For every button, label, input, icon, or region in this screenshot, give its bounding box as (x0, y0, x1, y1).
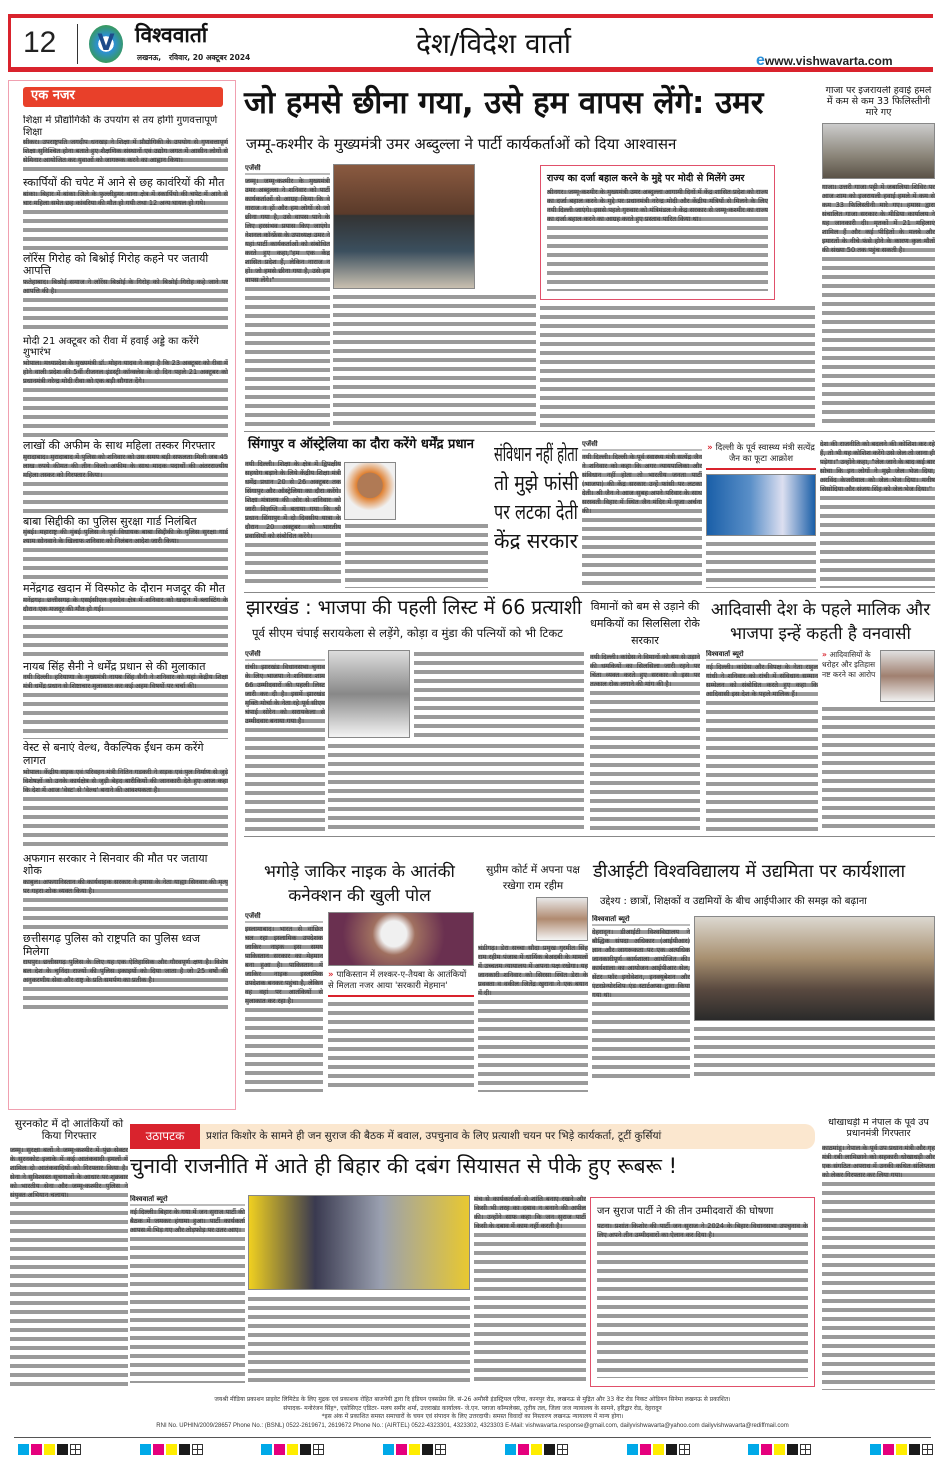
gaza-text: गाजा। उत्तरी गाजा पट्टी में जबालिया शिविर पर आज शाम को इजरायली हवाई हमले में कम से कम 33 फिलिस्तीनी मारे गए। हमास द्वारा संचालित गाजा सरकार के मीडिया कार्यालय ने यह जानकारी दी। मृतकों में 21 महिलाएं शामिल हैं और कई पीड़ितों के मलबे और इमारतों के नीचे फंसे होने के कारण कुल मौतों की संख्या 50 तक पहुंच सकती है। (822, 183, 935, 426)
byline: विश्ववार्ता ब्यूरो (592, 915, 690, 926)
headline-line: पर लटका देती (494, 500, 578, 524)
uthapatak-headline: चुनावी राजनीति में आते ही बिहार की दबंग सियासत से पीके हुए रूबरू ! (130, 1154, 678, 1178)
satyendra-text2: देश की राजनीति को बदलने की कोशिश कर रहे हैं, तो भी यह कोशिश करेंगे उसे जेल तो जाना ही पड़ेगा।" उन्होंने कहा, "जेल जाने के बाद कई बार सोचा कि इन लोगों ने मुझे जेल भेज दिया, अरविंद केजरीवाल को जेल भेज दिया। मनीष सिसोदिया और संजय सिंह को जेल भेज दिया।" (820, 440, 935, 588)
box-text: श्रीनगर। जम्मू-कश्मीर के मुख्यमंत्री उमर अब्दुल्ला आगामी दिनों में केंद्र शासित प्रदेश को राज्य का दर्जा बहाल करने के मुद्दे पर प्रधानमंत्री नरेन्द्र मोदी और केंद्रीय मंत्रियों से मिलने के लिए नयी दिल्ली जाएंगे। इससे पहले गुरुवार को मंत्रिमंडल ने केंद्र सरकार से जम्मू-कश्मीर का राज्य का दर्जा बहाल करने का आग्रह करते हुए प्रस्ताव पारित किया था। (547, 188, 768, 291)
box-text: पटना। प्रशांत किशोर की पार्टी जन सुराज ने 2024 के बिहार विधानसभा उपचुनाव के लिए अपने तीन उम्मीदवारों का ऐलान कर दिया है। (597, 1222, 808, 1379)
dit-subhead: उद्देश्य : छात्रों, शिक्षकों व उद्यमियों के बीच आईपीआर की समझ को बढ़ाना (600, 896, 867, 907)
brief-headline: नायब सिंह सैनी ने धर्मेंद्र प्रधान से की मुलाकात (23, 659, 206, 673)
byline: एजेंसी (245, 912, 323, 923)
champai-photo (328, 650, 410, 738)
jharkhand-text: रांची। झारखंड विधानसभा चुनाव के लिए भाजपा ने शनिवार शाम 66 उम्मीदवारों की पहली लिस्ट जारी कर दी है। इसमें झारखंड मुक्ति मोर्चा के नेता रहे पूर्व सीएम चंपाई सोरेन को सरायकेला से उम्मीदवार बनाया गया है। (245, 663, 325, 832)
zakir-headline: भगोड़े जाकिर नाइक के आतंकी कनेक्शन की खुली पोल (264, 862, 455, 906)
dharmendra-text: नयी दिल्ली। शिक्षा के क्षेत्र में द्विपक्षीय सहयोग बढ़ाने के लिये केंद्रीय शिक्षा मंत्री धर्मेंद्र प्रधान 20 से 26 अक्टूबर तक सिंगापुर और ऑस्ट्रेलिया का दौरा करेंगे। शिक्षा मंत्रालय की ओर से शनिवार को जारी विज्ञप्ति में बताया गया कि श्री प्रधान सिंगापुर में दो दिवसीय यात्रा के दौरान 20 अक्टूबर को भारतीय प्रवासियों को संबोधित करेंगे। (245, 460, 341, 588)
quote-icon: » (707, 443, 716, 453)
satyendra-text-cont (706, 540, 816, 588)
jansuraj-box (590, 1197, 815, 1387)
adivasi-headline: आदिवासी देश के पहले मालिक और भाजपा इन्हें कहती है वनवासी (710, 600, 931, 644)
omar-photo (333, 164, 475, 289)
page-number: 12 (23, 26, 57, 59)
jharkhand-text-cont (328, 742, 584, 830)
lead-text: जम्मू। जम्मू-कश्मीर के मुख्यमंत्री उमर अब्दुल्ला ने शनिवार को पार्टी कार्यकर्ताओं से आग्रह किया कि वे नाराज न हों और हम लोगों से जो छीना गया है, उसे वापस पाने के लिए हरसंभव प्रयास किए जाएंगे। नेशनल कॉन्फ्रेंस के उपाध्यक्ष उमर ने यहां पार्टी कार्यकर्ताओं को संबोधित करते हुए कहा,"हम एक केंद्र शासित प्रदेश हैं, लेकिन नाराज न हों। जो हमसे छीना गया है, उसे हम वापस लेंगे।" (245, 177, 330, 428)
ramrahim-headline: सुप्रीम कोर्ट में अपना पक्ष रखेगा राम रहीम (486, 864, 580, 892)
section-title: देश/विदेश वार्ता (416, 27, 572, 60)
ramrahim-text: चंडीगढ़। डेरा सच्चा सौदा प्रमुख गुरमीत सिंह राम रहीम पंजाब में धार्मिक बेअदबी के मामलों में उच्चतम न्यायालय में अपना पक्ष रखेगा। यह जानकारी शनिवार को सिरसा स्थित डेरा के प्रवक्ता व वकील जितेंद्र खुराना ने एक बयान में दी। (478, 944, 588, 1092)
brief-headline: लाखों की अफीम के साथ महिला तस्कर गिरफ्तार (23, 438, 216, 452)
brief-text: मुरादाबाद। मुरादाबाद में पुलिस को शनिवार को उस समय बड़ी सफलता मिली जब 45 लाख रुपये कीमत की तीन किलो अफीम के साथ मादक पदार्थों की अंतरराज्यीय महिला तस्कर को गिरफ्तार किया। (23, 453, 228, 513)
lead-headline: जो हमसे छीना गया, उसे हम वापस लेंगे: उमर (244, 85, 764, 121)
dateline: लखनऊ, रविवार, 20 अक्टूबर 2024 (137, 53, 251, 62)
color-registration-marks (18, 1444, 933, 1458)
brief-text: नयी दिल्ली। हरियाणा के मुख्यमंत्री नायब सिंह सैनी ने शनिवार को यहां केंद्रीय शिक्षा मंत्री धर्मेंद्र प्रधान से शिष्टाचार मुलाकात कर कई अहम विषयों पर चर्चा की। (23, 673, 228, 739)
gaza-story (822, 86, 935, 426)
imprint-line: जयश्री मीडिया प्रकाशन प्राइवेट लिमिटेड के लिए मुद्रक एवं प्रकाशक रोहित बाजपेयी द्वारा दि इंडियन एक्सप्रेस लि. सं-26 अमौसी इंडस्ट्रियल एरिया, कानपुर रोड, लखनऊ से मुद्रित और 33 केंट रोड निकट ओडियन सिनेमा लखनऊ से प्रकाशित। (214, 1396, 731, 1403)
adivasi-pull: » आदिवासियों के धरोहर और इतिहास नष्ट करने का आरोप (822, 650, 876, 679)
brief-text: बांका। बिहार में बांका जिले के फुल्लीडुमर थाना क्षेत्र में स्कार्पियो की चपेट में आने से चार महिला समेत छह कांवरिया की मौत हो गयी तथा 12 अन्य घायल हो गये। (23, 190, 228, 250)
byline: एजेंसी (245, 650, 325, 661)
dit-workshop-photo (694, 916, 935, 1021)
surankot-text: जम्मू। सुरक्षा बलों ने जम्मू-कश्मीर में पुंछ सेक्टर के सुरनकोट इलाके में कई आतंकवादी हमलों में शामिल दो आतंकवादियों को गिरफ्तार किया है। सेना ने सुविश्वस्त सूचनाओं के आधार पर शुक्रवार को भारतीय सेना और जम्मू-कश्मीर पुलिस ने संयुक्त अभियान चलाया। (10, 1146, 128, 1390)
brief-headline: बाबा सिद्दीकी का पुलिस सुरक्षा गार्ड निलंबित (23, 514, 197, 528)
brief-text: मनेंद्रगढ़। छत्तीसगढ़ के एसईसीएल हसदेव क्षेत्र में शनिवार को खदान में ब्लास्टिंग के दौरान एक मजदूर की मौत हो गई। (23, 596, 228, 658)
headline-line: तो मुझे फांसी (494, 471, 579, 495)
registration-mark (627, 1444, 690, 1458)
satyendra-photo (706, 474, 816, 536)
browser-icon: e (756, 52, 765, 69)
byline: एजेंसी (245, 164, 330, 175)
brief-text: सीकर। उपराष्ट्रपति जगदीप धनखड़ ने शिक्षा में प्रौद्योगिकी के उपयोग से गुणवत्तापूर्ण शिक्षा सुनिश्चित होना बताते हुए शैक्षणिक संस्थानों एवं उद्योग जगत में आसीन लोगों से सेमिनार आयोजित कर युवाओं को जागरूक करने का आह्वान किया। (23, 138, 228, 174)
registration-mark (505, 1444, 568, 1458)
brief-headline: मनेंद्रगढ खदान में विस्फोट के दौरान मजदूर की मौत (23, 582, 226, 596)
registration-mark (748, 1444, 811, 1458)
quote-icon: » (328, 970, 337, 980)
zakir-pull: » पाकिस्तान में लश्कर-ए-तैयबा के आतंकियों से मिलता नजर आया 'सरकारी मेहमान' (328, 966, 474, 997)
vimano-text: नयी दिल्ली। कांग्रेस ने विमानों को बम से उड़ाने की धमकियों का सिलसिला जारी रहने पर चिंता व्यक्त करते हुए सरकार से इस पर तत्काल रोक लगाने की मांग की है। (590, 653, 700, 832)
headline-line: केंद्र सरकार (494, 529, 578, 553)
uthapatak-text: नई दिल्ली। बिहार के गया में जन सुराज पार्टी की बैठक में जमकर हंगामा हुआ। पार्टी कार्यकर्ता आपस में भिड़ गए और तोड़फोड़ पर उतर आए। (130, 1208, 245, 1383)
gaza-photo (822, 123, 935, 179)
uthapatak-label: उठापटक (130, 1124, 200, 1149)
vimano-headline: विमानों को बम से उड़ाने की धमकियों का सिलसिला रोके सरकार (590, 600, 700, 647)
ek-nazar-label: एक नजर (23, 87, 223, 107)
zakir-text: इस्लामाबाद। भारत से वांछित चल रहा इस्लामिक उपदेशक जाकिर नाइक इस समय पाकिस्तान सरकार का मेहमान बना हुआ है। पाकिस्तान में जाकिर नाइक इस्लामिक उपदेशक बनकर पहुंचा है, लेकिन वह वहां पर आतंकियों से मुलाकात कर रहा है। (245, 925, 323, 1092)
uthapatak-band (130, 1124, 815, 1149)
logo-icon: V (89, 25, 123, 63)
brief-text: भोपाल। केंद्रीय सड़क एवं परिवहन मंत्री नितिन गडकरी ने सड़क एवं पुल निर्माण से जुड़े विशेषज्ञों को उनके कार्यक्षेत्र से जुड़ी बेहद बारीकियों की जानकारी देते हुए आज कहा कि देश में आज 'वेस्ट' से 'वेल्थ' बनाने की आवश्यकता है। (23, 768, 228, 850)
brief-text: रायपुर। छत्तीसगढ़ पुलिस के लिए यह एक ऐतिहासिक और गौरवपूर्ण क्षण है। विशेष बल देश के चुनिंदा राज्यों की पुलिस इकाइयों को दिया जाता है जो 25 वर्षों की अनुकरणीय सेवा और राष्ट्र के प्रति समर्पण का प्रतीक है। (23, 958, 228, 1010)
satyendra-pull: » दिल्ली के पूर्व स्वास्थ्य मंत्री सत्येंद्र जैन का फूटा आक्रोश (706, 442, 816, 470)
lead-text-cont2 (540, 304, 815, 428)
rahul-photo (880, 650, 935, 702)
brief-headline: मोदी 21 अक्टूबर को रीवा में हवाई अड्डे का करेंगे शुभारंभ (23, 335, 199, 359)
uthapatak-kicker: प्रशांत किशोर के सामने ही जन सुराज की बैठक में बवाल, उपचुनाव के लिए प्रत्याशी चयन पर भिड़े कार्यकर्ता, टूटीं कुर्सियां (206, 1130, 662, 1142)
brief-headline: वेस्ट से बनाएं वेल्थ, वैकल्पिक ईंधन कम करेंगे लागत (23, 741, 204, 768)
brief-headline: शिक्षा में प्रौद्योगिकी के उपयोग से तय होगी गुणवत्तापूर्ण शिक्षा (23, 115, 218, 138)
lead-text-cont (333, 293, 536, 428)
surankot-headline: सुरनकोट में दो आतंकियों को किया गिरफ्तार (14, 1118, 124, 1143)
jharkhand-headline: झारखंड : भाजपा की पहली लिस्ट में 66 प्रत्याशी (246, 595, 582, 619)
byline: विश्ववार्ता ब्यूरो (130, 1195, 245, 1206)
paper-name: विश्ववार्ता (135, 23, 208, 47)
zakir-photo (328, 912, 474, 966)
nepal-headline: धोखाधड़ी में नेपाल के पूर्व उप प्रधानमंत्री गिरफ्तार (828, 1118, 929, 1139)
quote-icon: » (822, 650, 830, 659)
imprint-line: *इस अंक में प्रकाशित समस्त समाचारों के चयन एवं संपादन के लिए उत्तरदायी। समस्त विवादों का निस्तारण लखनऊ न्यायालय में मान्य होगा। (321, 1413, 624, 1420)
lead-subhead: जम्मू-कश्मीर के मुख्यमंत्री उमर अब्दुल्ला ने पार्टी कार्यकर्ताओं को दिया आश्वासन (246, 135, 677, 153)
registration-mark (18, 1444, 81, 1458)
imprint-line: RNI No. UPHIN/2009/28657 Phone No.: (BSNL) 0522-2619671, 2619672 Phone No.: (AIRTEL) 0522-4323301, 4323302, 4323303 E-Mail: vishwavarta.response@gmail.com, dailyvishwavarta@yahoo.com dailyvishwavarta@rediffmail.com (156, 1422, 789, 1429)
registration-mark (870, 1444, 933, 1458)
uthapatak-text2: मंच से कार्यकर्ताओं से शांति बनाए रखने और किसी भी तरह का दबाव न बनाने की अपील की। उन्होंने साफ कहा कि जन सुराज पार्टी किसी के दबाव में काम नहीं करती है। (474, 1195, 586, 1383)
jharkhand-subhead: पूर्व सीएम चंपाई सरायकेला से लड़ेंगे, कोड़ा व मुंडा की पत्नियों को भी टिकट (252, 626, 563, 640)
adivasi-text: नई दिल्ली। कांग्रेस और विपक्ष के नेता राहुल गांधी ने शनिवार को रांची में संविधान सम्मान सम्मेलन को संबोधित करते हुए कहा कि आदिवासी इस देश के पहले मालिक हैं। (706, 663, 818, 832)
brief-headline: स्कार्पियों की चपेट में आने से छह कावंरियों की मौत (23, 176, 225, 189)
registration-mark (383, 1444, 446, 1458)
uthapatak-text-cont (248, 1295, 470, 1383)
dharmendra-text-cont (345, 522, 488, 588)
satyendra-headline (494, 440, 578, 556)
headline-line: संविधान नहीं होता (494, 442, 578, 466)
brief-text: काबुल। अफगानिस्तान की कार्यवाहक सरकार ने हमास के नेता याह्या सिनवार की मृत्यु पर गहरा शोक व्यक्त किया है। (23, 878, 228, 930)
brief-headline: अफगान सरकार ने सिनवार की मौत पर जताया शोक (23, 851, 208, 878)
jansuraj-photo (248, 1195, 470, 1290)
dit-text-cont (694, 1025, 935, 1080)
box-title: जन सुराज पार्टी ने की तीन उम्मीदवारों की घोषणा (597, 1206, 774, 1217)
registration-mark (140, 1444, 203, 1458)
dit-headline: डीआईटी विश्वविद्यालय में उद्यमिता पर कार्यशाला (593, 861, 906, 882)
byline: एजेंसी (582, 440, 702, 451)
masthead (8, 14, 933, 72)
imprint (20, 1396, 925, 1430)
gaza-headline: गाजा पर इजरायली हवाई हमले में कम से कम 33 फिलिस्तीनी मारे गए (825, 86, 932, 118)
brief-text: फतेहाबाद। बिश्नोई समाज ने लॉरेंस बिश्नोई के गिरोह को बिश्नोई गिरोह कहे जाने पर आपत्ति की है। (23, 278, 228, 333)
website-link[interactable]: ewww.vishwavarta.com (756, 52, 893, 69)
ramrahim-photo (536, 897, 588, 941)
zakir-text-cont (328, 1000, 474, 1092)
nepal-text: काठमांडू। नेपाल के पूर्व उप प्रधान मंत्री और गृह मंत्री रबी लामिछाने को सहकारी धोखाधड़ी और एक संगठित अपराध में उनकी कथित संलिप्तता को लेकर गिरफ्तार कर लिया गया। (822, 1144, 935, 1390)
dit-text: देहरादून। डीआईटी विश्वविद्यालय ने बौद्धिक संपदा अधिकार (आईपीआर) ज्ञान और जागरूकता पर एक अत्यधिक जानकारीपूर्ण कार्यशाला आयोजित की। कार्यशाला का आयोजन आईपीआर सेल, सेंटर फॉर इनोवेशन, इनक्यूबेशन और एंटरप्रेन्योरशिप एंड स्टार्टअप्स द्वारा किया गया था। (592, 928, 690, 1080)
brief-text: मुंबई। महाराष्ट्र की मुंबई पुलिस ने पूर्व विधायक बाबा सिद्दीकी के पुलिस सुरक्षा गार्ड श्याम सोनवाने के खिलाफ शनिवार को निलंबन आदेश जारी किया। (23, 528, 228, 580)
brief-headline: लॉरेंस गिरोह को बिश्नोई गिरोह कहने पर जतायी आपत्ति (23, 251, 209, 278)
byline: विश्ववार्ता ब्यूरो (706, 650, 818, 661)
brief-text: भोपाल। मध्यप्रदेश के मुख्यमंत्री डॉ. मोहन यादव ने कहा है कि 23 अक्टूबर को रीवा में होने वाली प्रदेश की 5वीं रीजनल इंडस्ट्री कॉन्क्लेव के दो दिन पहले 21 अक्टूबर को प्रधानमंत्री नरेन्द्र मोदी रीवा को एक बड़ी सौगात देंगे। (23, 359, 228, 437)
divider (77, 24, 78, 64)
jharkhand-text-cont2 (414, 650, 584, 738)
dharmendra-headline: सिंगापुर व ऑस्ट्रेलिया का दौरा करेंगे धर्मेंद्र प्रधान (248, 437, 475, 452)
omar-box (540, 165, 775, 300)
imprint-line: संपादक- मनोरंजन सिंह*, एसोसिएट एडिटर- मलय समीर शर्मा, उत्तराखंड कार्यालय- जे.एन. प्लाजा कॉम्पलेक्स, तृतीय तल, जिला जज न्यायालय के सामने, हरिद्वार रोड, देहरादून (283, 1404, 662, 1412)
adivasi-text-cont (822, 705, 935, 832)
ek-nazar-panel (8, 80, 236, 1110)
dharmendra-photo (344, 462, 396, 520)
registration-mark (261, 1444, 324, 1458)
box-title: राज्य का दर्जा बहाल करने के मुद्दे पर मोदी से मिलेंगे उमर (547, 173, 745, 184)
brief-headline: छत्तीसगढ़ पुलिस को राष्ट्रपति का पुलिस ध्वज मिलेगा (23, 932, 201, 958)
satyendra-text: नयी दिल्ली। दिल्ली के पूर्व स्वास्थ्य मंत्री सत्येंद्र जैन ने शनिवार को कहा कि अगर न्यायपालिका और संविधान नहीं होता तो भारतीय जनता पार्टी (भाजपा) की केंद्र सरकार उन्हें फांसी पर लटका देती। श्री जैन ने आज सुबह अपने परिवार के साथ सरस्वती विहार में स्थित जैन मंदिर में पूजा अर्चना की। (582, 453, 702, 588)
